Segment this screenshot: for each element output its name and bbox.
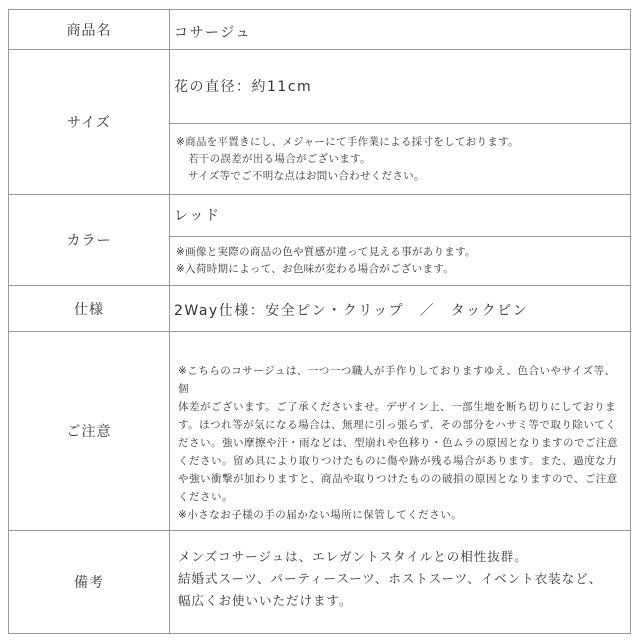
row-spec — [9, 286, 630, 332]
label-product-name: 商品名 — [9, 10, 170, 49]
row-product-name — [9, 10, 630, 50]
label-remarks: 備考 — [9, 531, 170, 633]
color-note-1: ※画像と実際の商品の色や質感が違って見える事があります。 — [176, 246, 476, 258]
caution-line-8: ※小さなお子様の手の届かない場所に保管してください。 — [178, 509, 463, 521]
row-caution — [9, 332, 630, 531]
remarks-line-3: 幅広くお使いいただけます。 — [178, 593, 353, 608]
product-name-value: コサージュ — [174, 25, 251, 41]
caution-line-7: ください。 — [178, 491, 233, 503]
size-note-1: ※商品を平置きにし、メジャーにて手作業による採寸をしております。 — [176, 136, 519, 148]
caution-line-5: ください。留め具により取りつけたものに傷や跡が残る場合があります。また、過度な力 — [178, 455, 618, 467]
size-note-2: 若干の誤差が出る場合がございます。 — [188, 153, 371, 165]
value-cell-caution — [170, 332, 630, 530]
label-color: カラー — [9, 195, 170, 285]
label-spec: 仕様 — [9, 286, 170, 331]
size-notes — [170, 124, 630, 195]
size-value-block — [170, 50, 630, 124]
size-value: 花の直径：約11cm — [174, 79, 313, 95]
remarks-text — [170, 546, 602, 612]
remarks-line-1: メンズコサージュは、エレガントスタイルとの相性抜群。 — [178, 549, 528, 564]
value-cell-remarks — [170, 531, 630, 633]
value-cell-size — [170, 50, 630, 194]
color-note-2: ※入荷時期によって、お色味が変わる場合がございます。 — [176, 263, 455, 275]
caution-text — [170, 362, 630, 524]
size-note-3: サイズ等でご不明な点はお問い合わせください。 — [188, 170, 425, 182]
label-caution: ご注意 — [9, 332, 170, 530]
color-value: レッド — [174, 208, 221, 224]
caution-line-2: 体差がございます。ご了承くださいませ。デザイン上、一部生地を断ち切りにしておりま — [178, 401, 617, 413]
label-size: サイズ — [9, 50, 170, 194]
row-size — [9, 50, 630, 195]
color-notes — [170, 237, 630, 286]
caution-line-3: す。ほつれ等が気になる場合は、無理に引っ張らず、その部分をハサミ等で取り除いてく — [178, 419, 617, 431]
remarks-line-2: 結婚式スーツ、パーティースーツ、ホストスーツ、イベント衣装など、 — [178, 571, 603, 586]
value-cell-product-name — [170, 10, 630, 49]
caution-line-1: ※こちらのコサージュは、一つ一つ職人が手作りしておりますゆえ、色合いやサイズ等、個 — [178, 365, 616, 395]
caution-line-6: や強い衝撃が加わりますと、商品や取りつけたものの破損の原因となりますので、ご注意 — [178, 473, 618, 485]
value-cell-spec — [170, 286, 630, 331]
row-color — [9, 195, 630, 286]
product-spec-table — [8, 9, 631, 634]
value-cell-color — [170, 195, 630, 285]
caution-line-4: ださい。強い摩擦や汗・雨などは、型崩れや色移り・色ムラの原因となりますのでご注意 — [178, 437, 618, 449]
row-remarks — [9, 531, 630, 633]
color-value-block — [170, 195, 630, 237]
spec-value: 2Way仕様：安全ピン・クリップ ／ タックピン — [174, 303, 529, 319]
